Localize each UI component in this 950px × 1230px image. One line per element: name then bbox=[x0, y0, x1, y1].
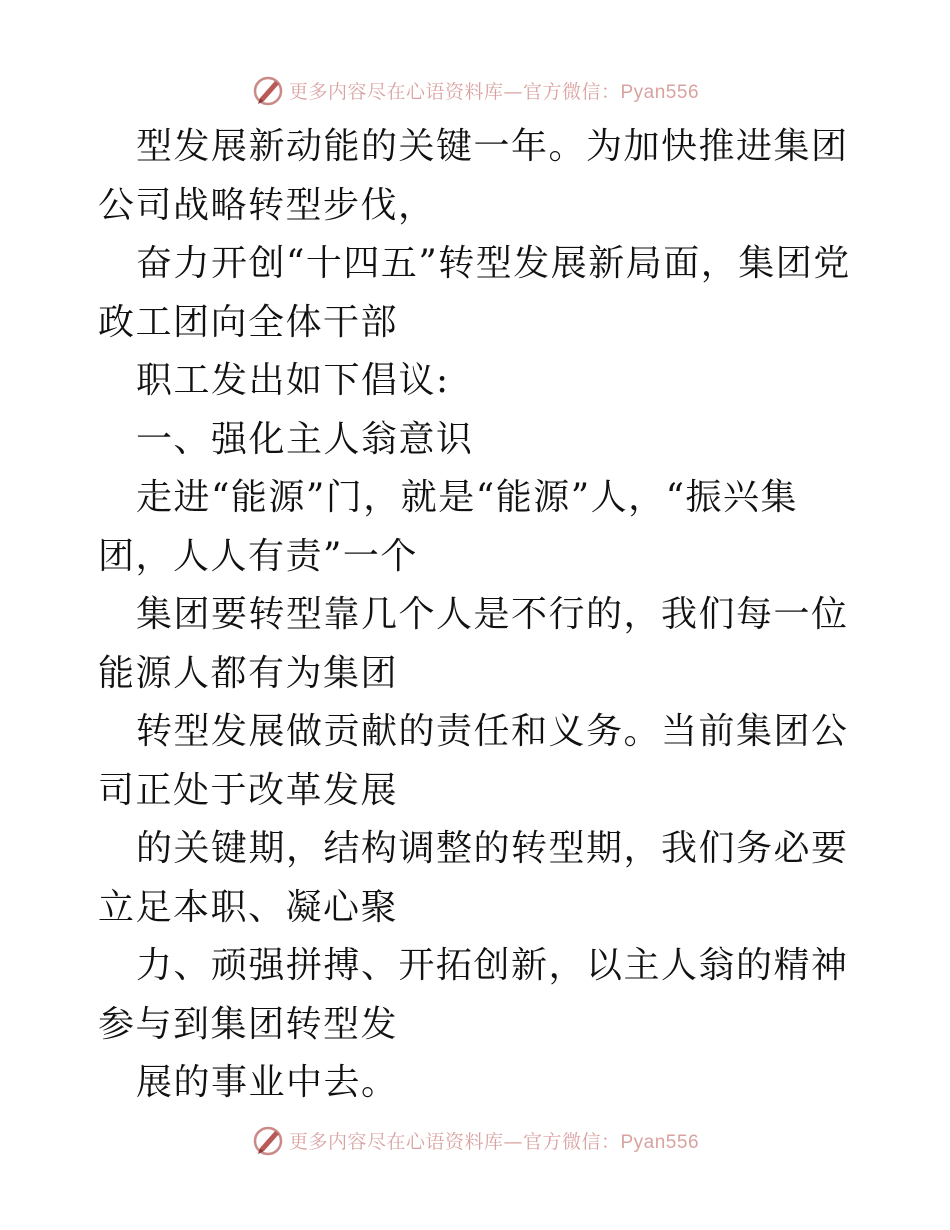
paragraph: 职工发出如下倡议: bbox=[136, 360, 450, 401]
paragraph: 力、顽强拼搏、开拓创新，以主人翁的精神参与到集团转型发 bbox=[98, 945, 849, 1045]
paragraph: 奋力开创“十四五”转型发展新局面，集团党政工团向全体干部 bbox=[98, 243, 851, 343]
watermark-text: 更多内容尽在心语资料库—官方微信：Pyan556 bbox=[288, 80, 700, 103]
paragraph: 走进“能源”门，就是“能源”人，“振兴集团，人人有责”一个 bbox=[98, 477, 799, 577]
paragraph: 的关键期，结构调整的转型期，我们务必要立足本职、凝心聚 bbox=[98, 828, 849, 928]
pen-circle-logo-icon bbox=[251, 73, 285, 107]
document-body bbox=[98, 118, 858, 1113]
watermark-text: 更多内容尽在心语资料库—官方微信：Pyan556 bbox=[288, 1130, 700, 1153]
paragraph: 型发展新动能的关键一年。为加快推进集团公司战略转型步伐， bbox=[98, 126, 849, 226]
section-heading: 一、强化主人翁意识 bbox=[136, 418, 474, 460]
pen-circle-logo-icon bbox=[251, 1123, 285, 1157]
header-watermark bbox=[0, 70, 950, 110]
paragraph: 展的事业中去。 bbox=[136, 1062, 399, 1103]
paragraph: 集团要转型靠几个人是不行的，我们每一位能源人都有为集团 bbox=[98, 594, 849, 694]
footer-watermark bbox=[0, 1120, 950, 1160]
paragraph: 转型发展做贡献的责任和义务。当前集团公司正处于改革发展 bbox=[98, 711, 849, 811]
